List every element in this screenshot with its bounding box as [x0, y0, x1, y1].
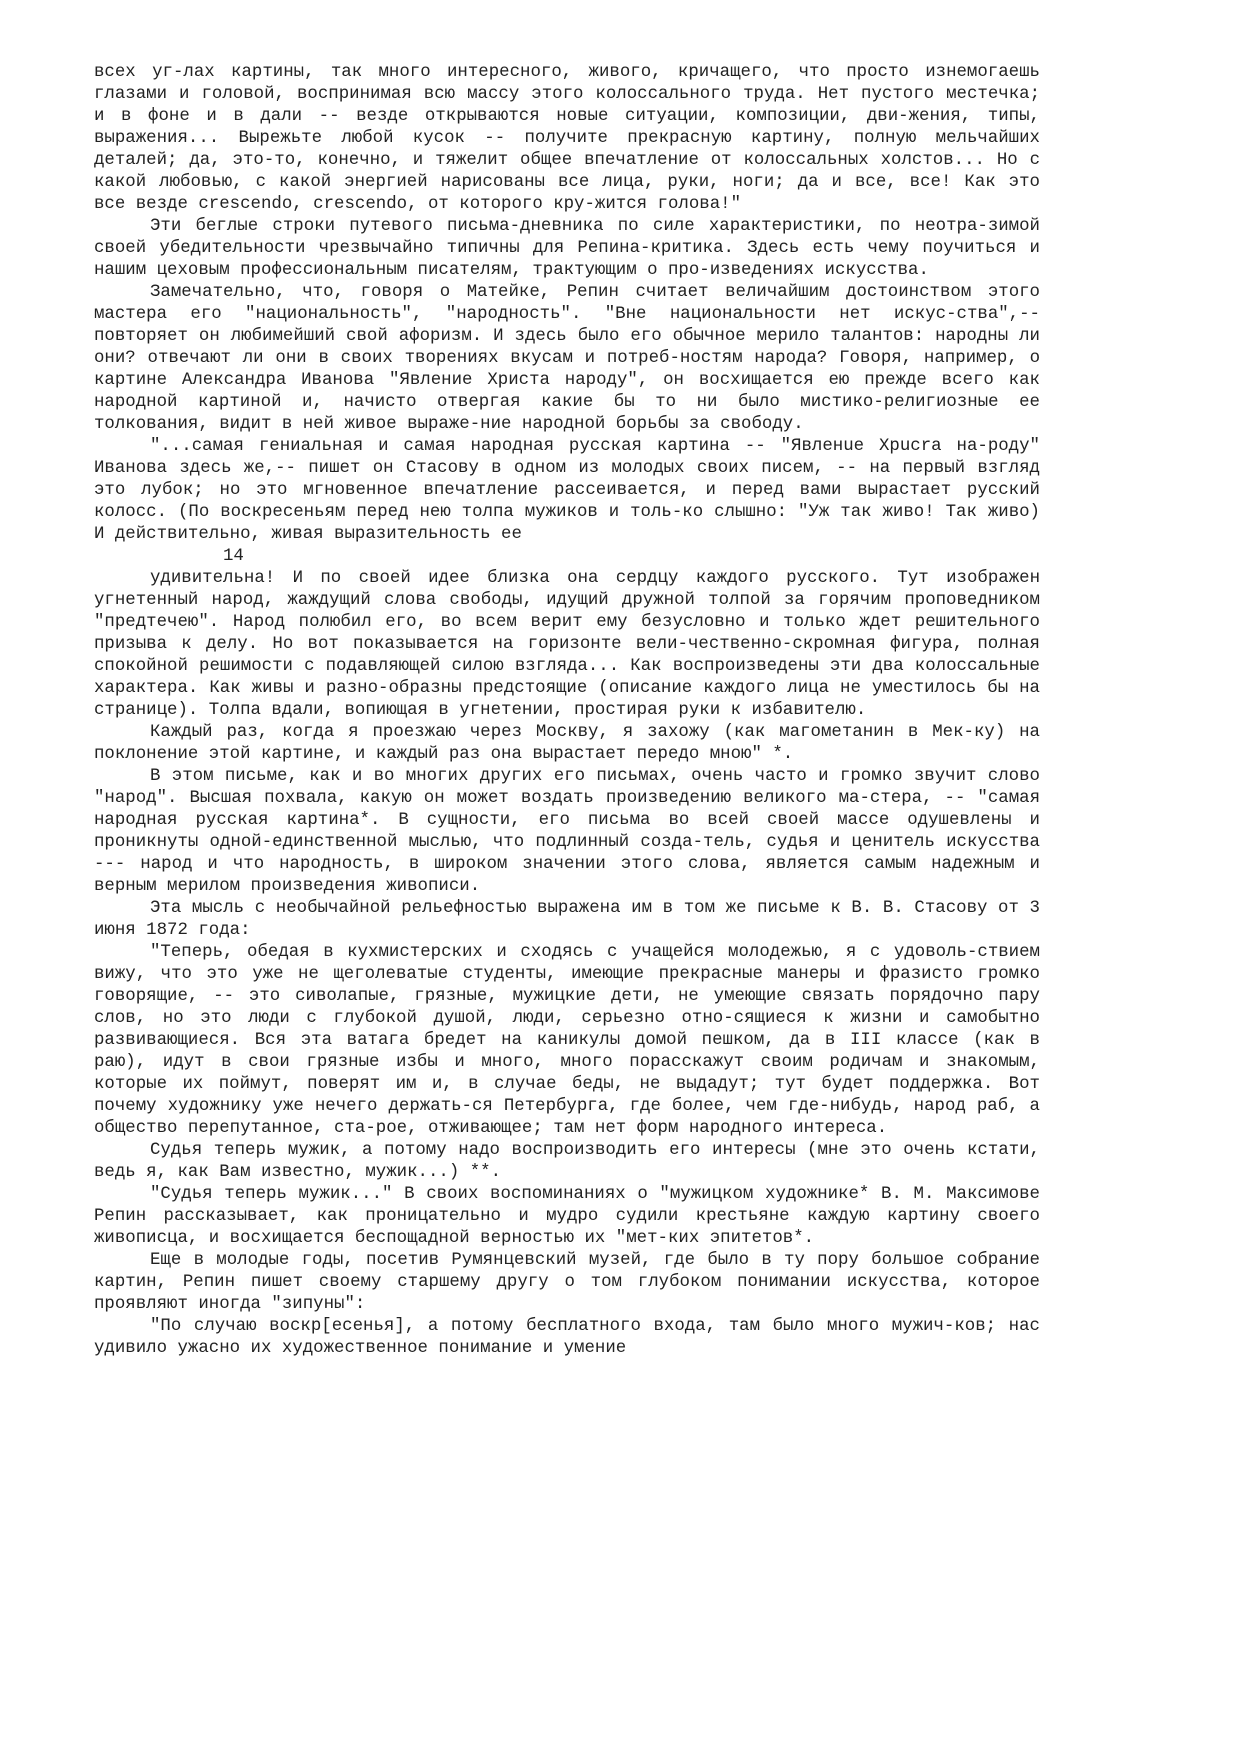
paragraph: "Теперь, обедая в кухмистерских и сходясь с учащейся молодежью, я с удоволь-ствием вижу, что это уже не щеголеватые студенты, имеющие прекрасные манеры и фразисто громко говорящие, -- это сиволапые, грязные, мужицкие дети, не умеющие связать порядочно пару слов, но это люди с глубокой душой, люди, серьезно отно-сящиеся к жизни и самобытно развивающиеся. Вся эта ватага бредет на каникулы домой пешком, да в III классе (как в раю), идут в свои грязные избы и много, много порасскажут своим родичам и знакомым, которые их поймут, поверят им и, в случае беды, не выдадут; тут будет поддержка. Вот почему художнику уже нечего держать-ся Петербурга, где более, чем где-нибудь, народ раб, а общество перепутанное, ста-рое, отживающее; там нет форм народного интереса.: [94, 943, 1040, 1138]
paragraph: Замечательно, что, говоря о Матейке, Репин считает величайшим достоинством этого мастера его "национальность", "народность". "Вне национальности нет искус-ства",-- повторяет он любимейший свой афоризм. И здесь было его обычное мерило талантов: народны ли они? отвечают ли они в своих творениях вкусам и потреб-ностям народа? Говоря, например, о картине Александра Иванова "Явление Христа народу", он восхищается ею прежде всего как народной картиной и, начисто отвергая какие бы то ни было мистико-религиозные ее толкования, видит в ней живое выраже-ние народной борьбы за свободу.: [94, 283, 1040, 434]
document-page: [94, 62, 1040, 1360]
paragraph: Судья теперь мужик, а потому надо воспроизводить его интересы (мне это очень кстати, ведь я, как Вам известно, мужик...) **.: [94, 1141, 1040, 1182]
paragraph: В этом письме, как и во многих других его письмах, очень часто и громко звучит слово "народ". Высшая похвала, какую он может воздать произведению великого ма-стера, -- "самая народная русская картина*. В сущности, его письма во всей своей массе одушевлены и проникнуты одной-единственной мыслью, что подлинный созда-тель, судья и ценитель искусства --- народ и что народность, в широком значении этого слова, является самым надежным и верным мерилом произведения живописи.: [94, 767, 1040, 896]
paragraph: Еще в молодые годы, посетив Румянцевский музей, где было в ту пору большое собрание картин, Репин пишет своему старшему другу о том глубоком понимании искусства, которое проявляют иногда "зипуны":: [94, 1251, 1040, 1314]
paragraph: "По случаю воскр[есенья], а потому бесплатного входа, там было много мужич-ков; нас удивило ужасно их художественное понимание и умение: [94, 1317, 1040, 1358]
page-number: 14: [223, 547, 244, 566]
paragraph: Эта мысль с необычайной рельефностью выражена им в том же письме к В. В. Стасову от 3 июня 1872 года:: [94, 899, 1040, 940]
paragraph: всех уг-лах картины, так много интересного, живого, кричащего, что просто изнемогаешь глазами и головой, воспринимая всю массу этого колоссального труда. Нет пустого местечка; и в фоне и в дали -- везде открываются новые ситуации, композиции, дви-жения, типы, выражения... Вырежьте любой кусок -- получите прекрасную картину, полную мельчайших деталей; да, это-то, конечно, и тяжелит общее впечатление от колоссальных холстов... Но с какой любовью, с какой энергией нарисованы все лица, руки, ноги; да и все, все! Как это все везде crescendo, crescendo, от которого кру-жится голова!": [94, 63, 1040, 214]
paragraph: "...самая гениальная и самая народная русская картина -- "Явленue Хрucra на-роду" Иванова здесь же,-- пишет он Стасову в одном из молодых своих писем, -- на первый взгляд это лубок; но это мгновенное впечатление рассеивается, и перед вами вырастает русский колосс. (По воскресеньям перед нею толпа мужиков и толь-ко слышно: "Уж так живо! Так живо) И действительно, живая выразительность ее: [94, 437, 1040, 544]
paragraph: Каждый раз, когда я проезжаю через Москву, я захожу (как магометанин в Мек-ку) на поклонение этой картине, и каждый раз она вырастает передо мною" *.: [94, 723, 1040, 764]
paragraph: удивительна! И по своей идее близка она сердцу каждого русского. Тут изображен угнетенный народ, жаждущий слова свободы, идущий дружной толпой за горячим проповедником "предтечею". Народ полюбил его, во всем верит ему безусловно и только ждет решительного призыва к делу. Но вот показывается на горизонте вели-чественно-скромная фигура, полная спокойной решимости с подавляющей силою взгляда... Как воспроизведены эти два колоссальные характера. Как живы и разно-образны предстоящие (описание каждого лица не уместилось бы на странице). Толпа вдали, вопиющая в угнетении, простирая руки к избавителю.: [94, 569, 1040, 720]
paragraph: "Судья теперь мужик..." В своих воспоминаниях о "мужицком художнике* В. М. Максимове Репин рассказывает, как проницательно и мудро судили крестьяне каждую картину своего живописца, и восхищается беспощадной верностью их "мет-ких эпитетов*.: [94, 1185, 1040, 1248]
paragraph: Эти беглые строки путевого письма-дневника по силе характеристики, по неотра-зимой своей убедительности чрезвычайно типичны для Репина-критика. Здесь есть чему поучиться и нашим цеховым профессиональным писателям, трактующим о про-изведениях искусства.: [94, 217, 1040, 280]
